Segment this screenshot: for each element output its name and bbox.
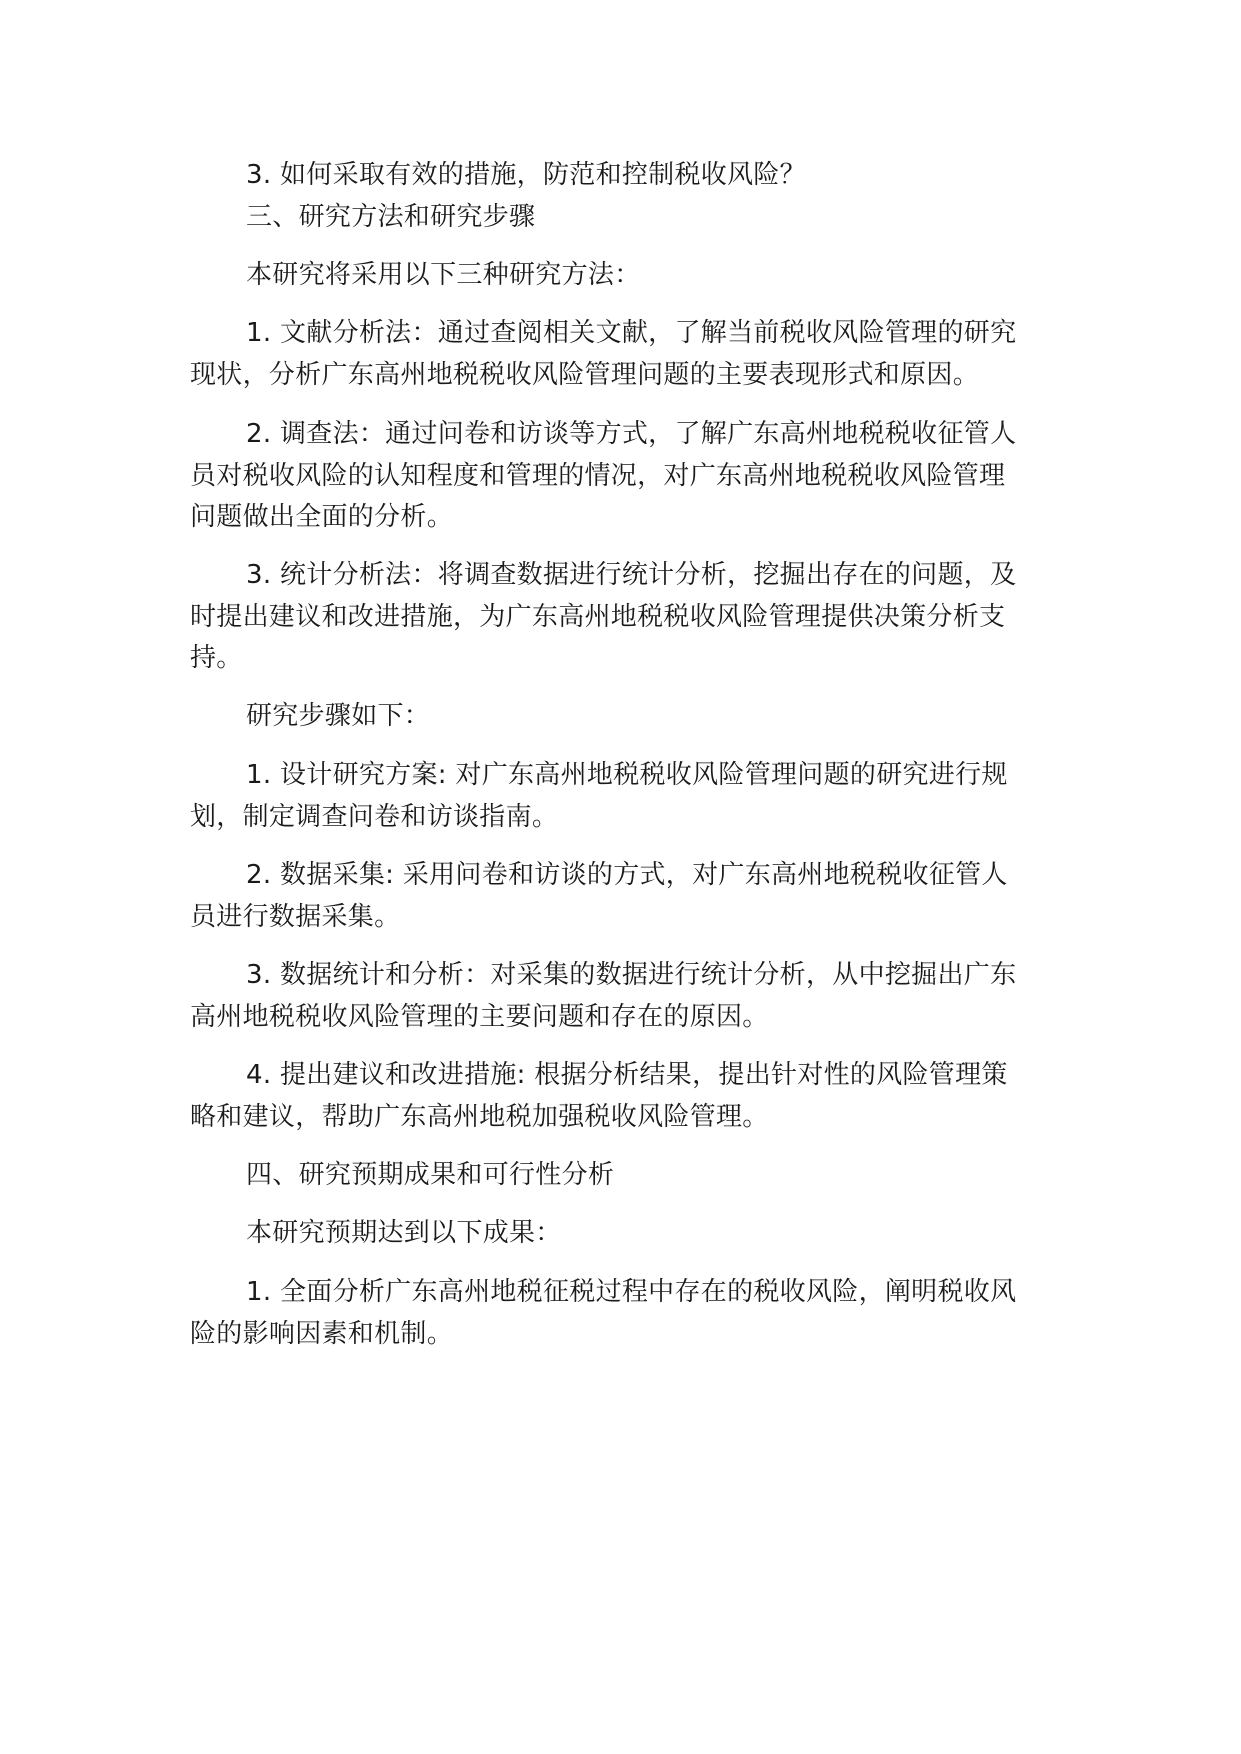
outcome-1-line-1: 1. 全面分析广东高州地税征税过程中存在的税收风险，阐明税收风 — [246, 1277, 1017, 1307]
methods-intro: 本研究将采用以下三种研究方法： — [246, 260, 641, 290]
method-3-line-3: 持。 — [190, 643, 243, 673]
step-3-line-2: 高州地税税收风险管理的主要问题和存在的原因。 — [190, 1002, 769, 1032]
method-3-line-1: 3. 统计分析法：将调查数据进行统计分析，挖掘出存在的问题，及 — [246, 560, 1017, 590]
step-4-line-2: 略和建议，帮助广东高州地税加强税收风险管理。 — [190, 1102, 769, 1132]
outcomes-intro: 本研究预期达到以下成果： — [246, 1218, 562, 1248]
steps-intro: 研究步骤如下： — [246, 701, 431, 731]
step-2-line-2: 员进行数据采集。 — [190, 902, 401, 932]
method-1-line-1: 1. 文献分析法：通过查阅相关文献，了解当前税收风险管理的研究 — [246, 318, 1017, 348]
method-3-line-2: 时提出建议和改进措施，为广东高州地税税收风险管理提供决策分析支 — [190, 602, 1006, 632]
step-2-line-1: 2. 数据采集: 采用问卷和访谈的方式，对广东高州地税税收征管人 — [246, 860, 1008, 890]
section-heading-outcomes: 四、研究预期成果和可行性分析 — [246, 1160, 615, 1190]
method-2-line-3: 问题做出全面的分析。 — [190, 502, 454, 532]
step-3-line-1: 3. 数据统计和分析：对采集的数据进行统计分析，从中挖掘出广东 — [246, 960, 1017, 990]
method-2-line-2: 员对税收风险的认知程度和管理的情况，对广东高州地税税收风险管理 — [190, 461, 1006, 491]
step-1-line-1: 1. 设计研究方案: 对广东高州地税税收风险管理问题的研究进行规 — [246, 760, 1008, 790]
outcome-1-line-2: 险的影响因素和机制。 — [190, 1319, 454, 1349]
list-item-question-3: 3. 如何采取有效的措施，防范和控制税收风险？ — [246, 160, 806, 190]
step-1-line-2: 划，制定调查问卷和访谈指南。 — [190, 802, 559, 832]
method-1-line-2: 现状，分析广东高州地税税收风险管理问题的主要表现形式和原因。 — [190, 360, 980, 390]
step-4-line-1: 4. 提出建议和改进措施: 根据分析结果，提出针对性的风险管理策 — [246, 1060, 1008, 1090]
section-heading-methods: 三、研究方法和研究步骤 — [246, 202, 536, 232]
method-2-line-1: 2. 调查法：通过问卷和访谈等方式，了解广东高州地税税收征管人 — [246, 419, 1017, 449]
